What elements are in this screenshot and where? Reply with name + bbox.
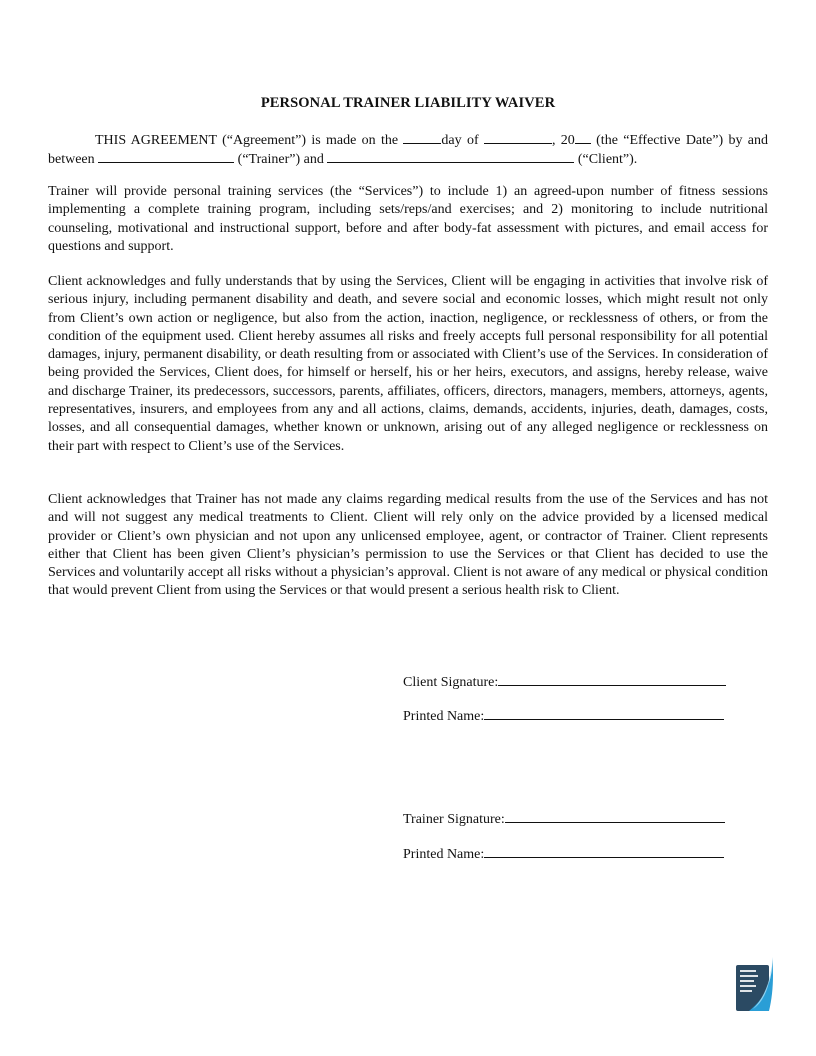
intro-text-4: (the “Effective Date”) by and between <box>48 133 768 168</box>
trainer-printed-name-row <box>403 843 724 864</box>
intro-text-2: day of <box>441 133 484 148</box>
trainer-signature-row <box>403 808 725 829</box>
client-signature-label: Client Signature: <box>403 675 499 690</box>
trainer-name-blank[interactable] <box>98 150 234 163</box>
medical-text: Client acknowledges that Trainer has not made any claims regarding medical results from the use of the Services and has not and will not suggest any medical treatments to Client. Client will rely only on the advice provided by a licensed medical provider or Client’s own physician and not upon any unlicensed employee, agent, or contractor of Trainer. Client represents either that Client has been given Client’s physician’s permission to use the Services or that Client has decided to use the Services and voluntarily accept all risks without a physician’s approval. Client is not aware of any medical or physical condition that would prevent Client from using the Services or that would present a serious health risk to Client. <box>48 492 768 599</box>
client-printed-name-row <box>403 705 724 726</box>
medical-paragraph <box>48 491 768 601</box>
client-signature-row <box>403 671 726 692</box>
client-signature-field[interactable] <box>498 671 726 686</box>
month-blank[interactable] <box>484 131 552 144</box>
client-name-blank[interactable] <box>327 150 574 163</box>
intro-text-5: (“Trainer”) and <box>234 152 328 168</box>
intro-text-3: , 20 <box>551 133 575 148</box>
client-printed-name-label: Printed Name: <box>403 709 485 724</box>
services-text: Trainer will provide personal training services (the “Services”) to include 1) an agreed-upon number of fitness sessions implementing a complete training program, including sets/reps/and exercises; and 2) monitoring to include nutritional counseling, motivational and instructional support, before and after body-fat assessment with pictures, and email access for questions and support. <box>48 184 768 254</box>
client-printed-name-field[interactable] <box>484 705 724 720</box>
trainer-printed-name-field[interactable] <box>484 843 724 858</box>
document-feather-logo-icon <box>735 955 775 1013</box>
trainer-signature-label: Trainer Signature: <box>403 812 505 827</box>
document-title: PERSONAL TRAINER LIABILITY WAIVER <box>260 95 556 111</box>
risk-paragraph <box>48 273 768 456</box>
year-blank[interactable] <box>575 131 591 144</box>
services-paragraph <box>48 183 768 256</box>
trainer-signature-field[interactable] <box>505 808 725 823</box>
trainer-printed-name-label: Printed Name: <box>403 847 485 862</box>
day-blank[interactable] <box>403 131 441 144</box>
risk-text: Client acknowledges and fully understands that by using the Services, Client will be engaging in activities that involve risk of serious injury, including permanent disability and death, and severe social and economic losses, which might result not only from Client’s own action or negligence, but also from the action, inaction, negligence, or recklessness of others, or from the condition of the equipment used. Client hereby assumes all risks and freely accepts full personal responsibility for all potential damages, injury, permanent disability, or death resulting from or associated with Client’s use of the Services. In consideration of being provided the Services, Client does, for himself or herself, his or her heirs, executors, and assigns, hereby release, waive and discharge Trainer, its predecessors, successors, parents, affiliates, officers, directors, managers, members, attorneys, agents, representatives, insurers, and employees from any and all actions, claims, demands, accidents, injuries, death, damages, costs, losses, and all consequential damages, whether known or unknown, arising out of any alleged negligence or recklessness on their part with respect to Client’s use of the Services. <box>48 274 768 454</box>
intro-text-6: (“Client”). <box>574 152 638 168</box>
intro-text-1: THIS AGREEMENT (“Agreement”) is made on the <box>95 133 404 148</box>
intro-paragraph <box>48 131 768 170</box>
